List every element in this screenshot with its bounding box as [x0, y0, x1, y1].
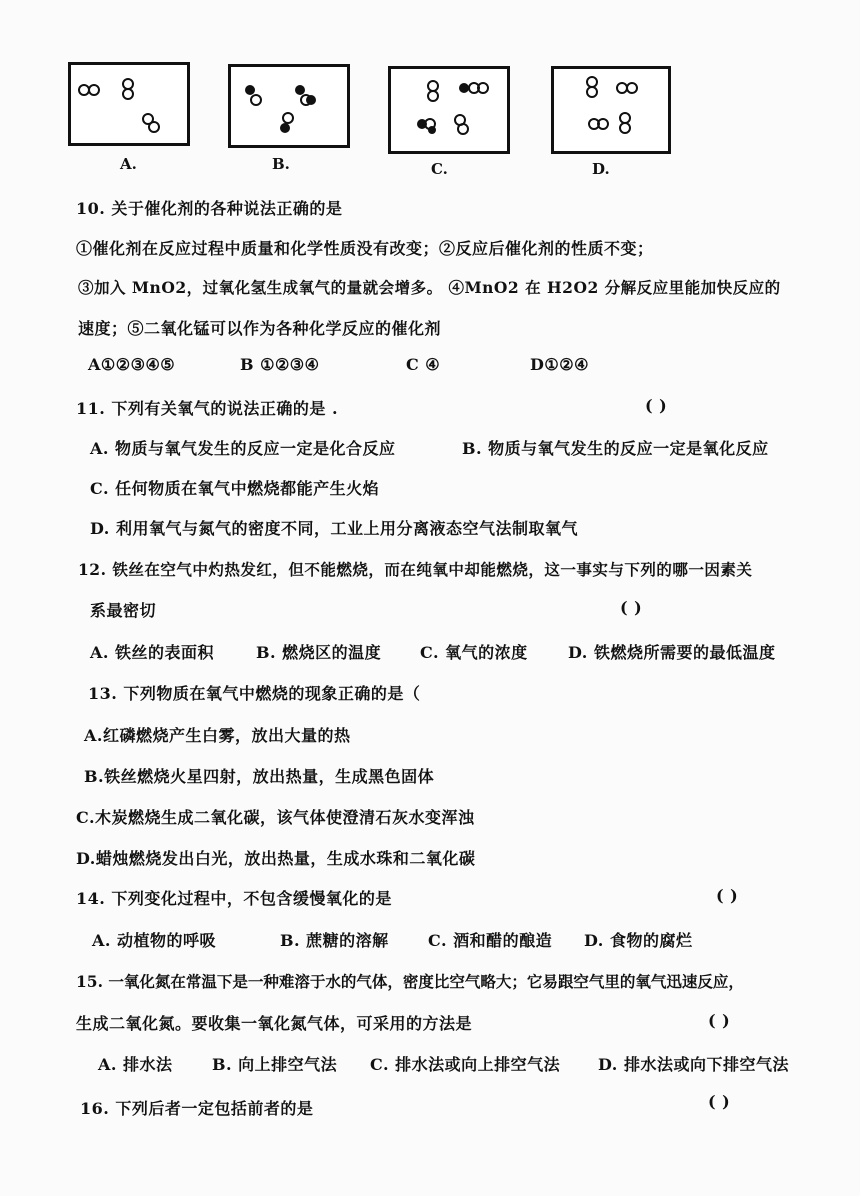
q12-option-a: A. 铁丝的表面积: [90, 643, 215, 662]
molecule-a3: [143, 114, 159, 132]
q11-option-a: A. 物质与氧气发生的反应一定是化合反应: [90, 439, 396, 458]
q10-option-a: A①②③④⑤: [88, 355, 176, 374]
q15-option-c: C. 排水法或向上排空气法: [370, 1055, 561, 1074]
diagram-label-c: C.: [431, 160, 448, 178]
q16-answer-paren: ( ): [708, 1092, 731, 1111]
q10-option-d: D①②④: [530, 355, 589, 374]
q13-option-d: D.蜡烛燃烧发出白光，放出热量，生成水珠和二氧化碳: [76, 849, 476, 868]
molecule-c4: [455, 115, 468, 134]
q11-option-b: B. 物质与氧气发生的反应一定是氧化反应: [462, 439, 769, 458]
q11-stem: 11. 下列有关氧气的说法正确的是 .: [76, 399, 339, 418]
q10-statement-line2: ③加入 MnO2，过氧化氢生成氧气的量就会增多。 ④MnO2 在 H2O2 分解反应里能加快反应的: [78, 278, 781, 297]
q13-option-b: B.铁丝燃烧火星四射，放出热量，生成黑色固体: [84, 767, 435, 786]
q10-option-b: B ①②③④: [240, 355, 320, 374]
q10-statement-line1: ①催化剂在反应过程中质量和化学性质没有改变；②反应后催化剂的性质不变；: [76, 239, 654, 258]
q15-stem: 15. 一氧化氮在常温下是一种难溶于水的气体，密度比空气略大；它易跟空气里的氧气迅速反应，: [76, 972, 744, 991]
molecule-c1: [428, 81, 438, 101]
q11-option-c: C. 任何物质在氧气中燃烧都能产生火焰: [90, 479, 380, 498]
diagram-label-d: D.: [592, 160, 610, 178]
q14-option-c: C. 酒和醋的酿造: [428, 931, 553, 950]
q10-stem: 10. 关于催化剂的各种说法正确的是: [76, 199, 343, 218]
molecule-d2: [617, 83, 637, 93]
q15-stem-cont: 生成二氧化氮。要收集一氧化氮气体，可采用的方法是: [76, 1014, 473, 1033]
molecule-a2: [123, 79, 133, 99]
q11-answer-paren: ( ): [645, 396, 668, 415]
q14-option-b: B. 蔗糖的溶解: [280, 931, 389, 950]
q15-option-d: D. 排水法或向下排空气法: [598, 1055, 789, 1074]
molecule-d3: [589, 119, 608, 129]
q15-answer-paren: ( ): [708, 1011, 731, 1030]
q13-stem: 13. 下列物质在氧气中燃烧的现象正确的是（: [88, 684, 421, 703]
q12-option-d: D. 铁燃烧所需要的最低温度: [568, 643, 776, 662]
q13-option-a: A.红磷燃烧产生白雾，放出大量的热: [84, 726, 351, 745]
q12-stem-cont: 系最密切: [90, 601, 157, 620]
molecule-d1: [587, 77, 597, 97]
q15-option-b: B. 向上排空气法: [212, 1055, 338, 1074]
q10-option-c: C ④: [406, 355, 441, 374]
q15-option-a: A. 排水法: [98, 1055, 173, 1074]
q10-statement-line3: 速度；⑤二氧化锰可以作为各种化学反应的催化剂: [78, 319, 442, 338]
molecule-d4: [620, 113, 630, 133]
q16-stem: 16. 下列后者一定包括前者的是: [80, 1099, 314, 1118]
molecule-a1: [79, 85, 99, 95]
q14-answer-paren: ( ): [716, 886, 739, 905]
q12-answer-paren: ( ): [620, 598, 643, 617]
diagram-label-b: B.: [272, 155, 290, 173]
q12-option-b: B. 燃烧区的温度: [256, 643, 382, 662]
q12-stem: 12. 铁丝在空气中灼热发红，但不能燃烧，而在纯氧中却能燃烧，这一事实与下列的哪一因素关: [78, 560, 753, 579]
molecule-c2: [469, 83, 488, 93]
q12-option-c: C. 氧气的浓度: [420, 643, 528, 662]
q13-option-c: C.木炭燃烧生成二氧化碳，该气体使澄清石灰水变浑浊: [76, 808, 475, 827]
q11-option-d: D. 利用氧气与氮气的密度不同，工业上用分离液态空气法制取氧气: [90, 519, 578, 538]
q14-option-d: D. 食物的腐烂: [584, 931, 693, 950]
diagram-label-a: A.: [120, 155, 137, 173]
q14-stem: 14. 下列变化过程中，不包含缓慢氧化的是: [76, 889, 392, 908]
q14-option-a: A. 动植物的呼吸: [92, 931, 217, 950]
molecule-b1: [245, 85, 255, 95]
molecule-b3: [280, 123, 290, 133]
